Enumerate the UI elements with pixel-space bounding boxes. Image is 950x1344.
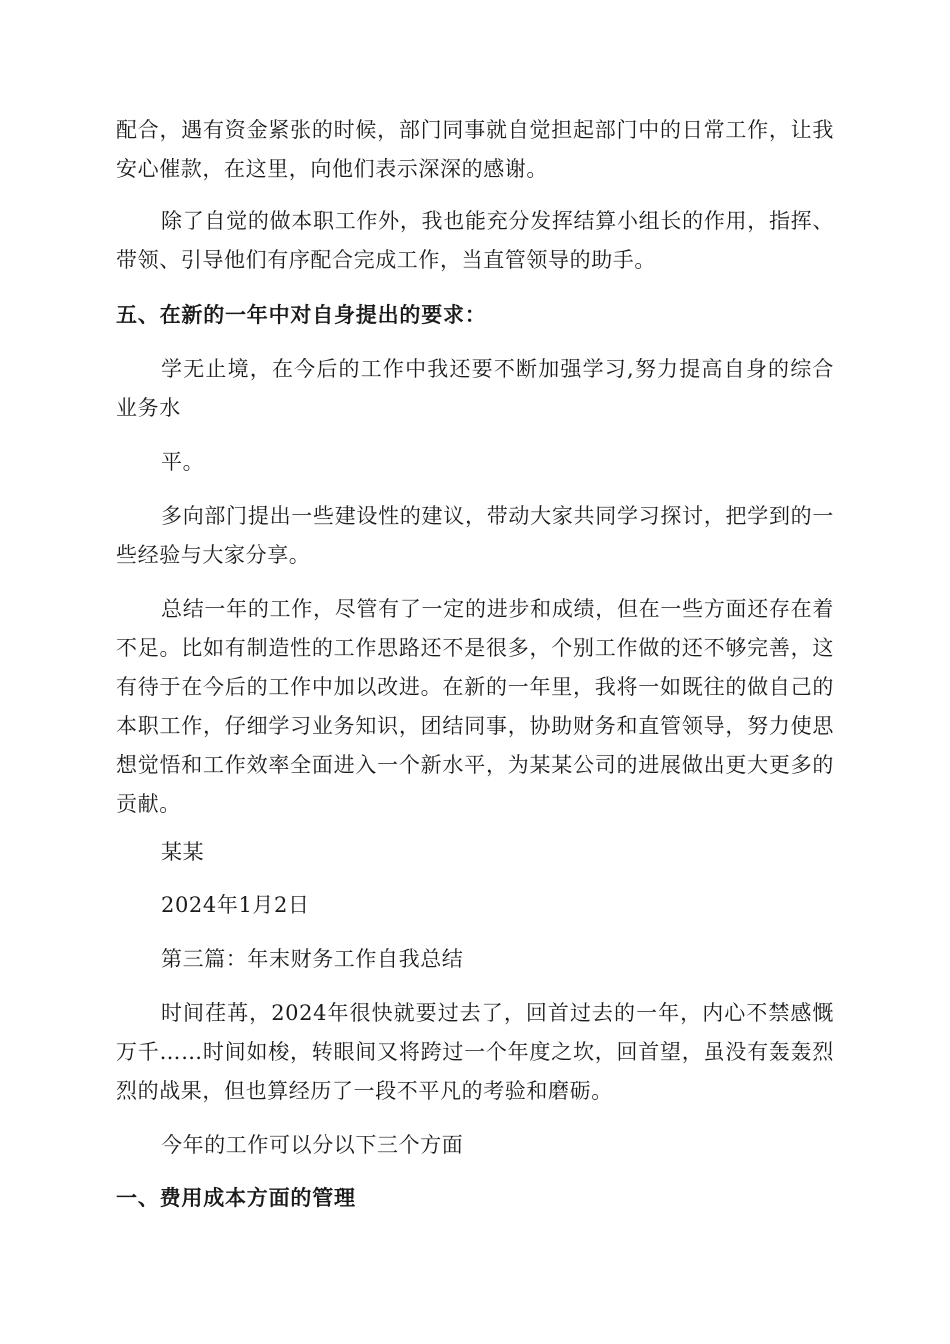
heading-text: 五、在新的一年中对自身提出的要求： <box>116 303 487 327</box>
heading-cost-management <box>116 1179 834 1218</box>
paragraph-three-aspects <box>116 1126 834 1165</box>
paragraph-text: 平。 <box>161 450 205 474</box>
paragraph-suggestions <box>116 497 834 575</box>
paragraph-summary <box>116 590 834 824</box>
paragraph-text: 多向部门提出一些建设性的建议，带动大家共同学习探讨，把学到的一些经验与大家分享。 <box>116 504 834 567</box>
paragraph-team-lead <box>116 202 834 280</box>
paragraph-year-review <box>116 994 834 1111</box>
paragraph-text: 总结一年的工作，尽管有了一定的进步和成绩，但在一些方面还存在着不足。比如有制造性的工作思路还不是很多，个别工作做的还不够完善，这有待于在今后的工作中加以改进。在新的一年里，我将一如既往的做自己的本职工作，仔细学习业务知识，团结同事，协助财务和直管领导，努力使思想觉悟和工作效率全面进入一个新水平，为某某公司的进展做出更大更多的贡献。 <box>116 597 834 816</box>
paragraph-thanks <box>116 111 834 189</box>
paragraph-text: 配合，遇有资金紧张的时候，部门同事就自觉担起部门中的日常工作，让我安心催款，在这里，向他们表示深深的感谢。 <box>116 118 834 181</box>
paragraph-text: 学无止境，在今后的工作中我还要不断加强学习,努力提高自身的综合业务水 <box>116 357 834 420</box>
signature <box>116 833 834 872</box>
paragraph-text: 时间荏苒，2024年很快就要过去了，回首过去的一年，内心不禁感慨万千……时间如梭，转眼间又将跨过一个年度之坎，回首望，虽没有轰轰烈烈的战果，但也算经历了一段不平凡的考验和磨砺。 <box>116 1001 834 1103</box>
heading-section-five <box>116 296 834 335</box>
section-title <box>116 940 834 979</box>
signature-text: 某某 <box>161 840 205 864</box>
date-line <box>116 886 834 925</box>
heading-text: 一、费用成本方面的管理 <box>116 1186 356 1210</box>
paragraph-text: 今年的工作可以分以下三个方面 <box>161 1133 464 1157</box>
paragraph-text: 除了自觉的做本职工作外，我也能充分发挥结算小组长的作用，指挥、带领、引导他们有序配合完成工作，当直管领导的助手。 <box>116 209 834 272</box>
paragraph-learning-continued <box>116 443 834 482</box>
date-text: 2024年1月2日 <box>161 893 310 917</box>
section-title-text: 第三篇：年末财务工作自我总结 <box>161 947 464 971</box>
paragraph-learning <box>116 350 834 428</box>
